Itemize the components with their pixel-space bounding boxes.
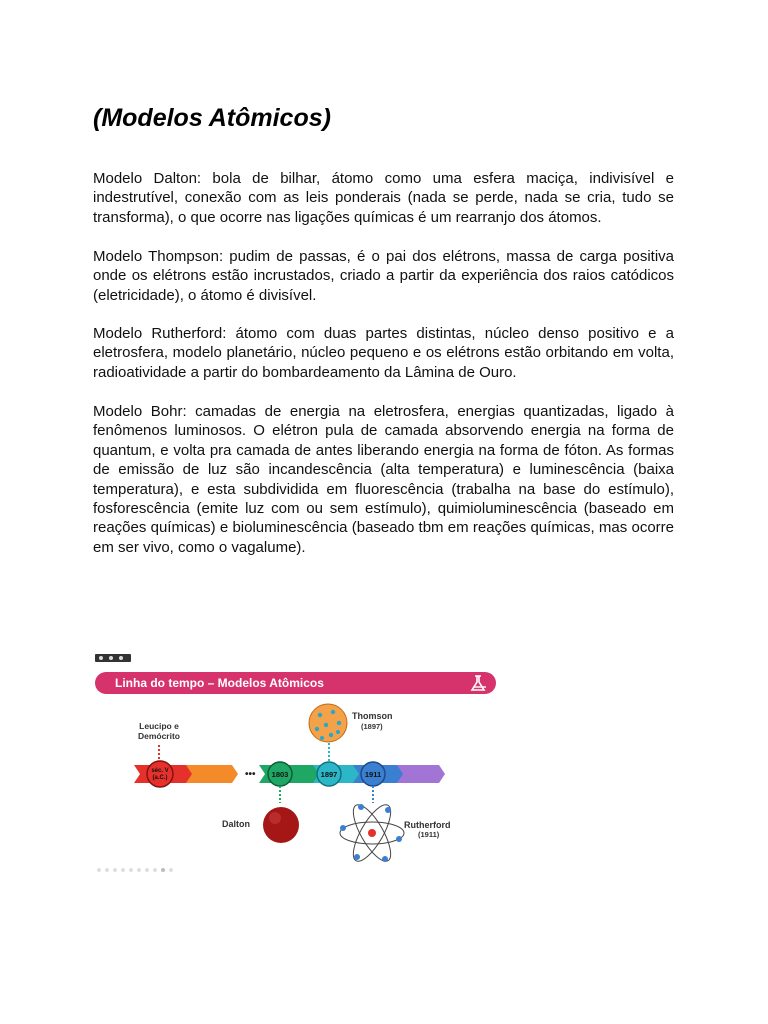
paragraph-dalton: Modelo Dalton: bola de bilhar, átomo como uma esfera maciça, indivisível e indestrutível, conexão com as leis ponderais (nada se perde, nada se cria, tudo se transforma), o que ocorre nas ligações químicas é um rearranjo dos átomos.	[93, 170, 674, 226]
node-leucipo	[147, 761, 173, 787]
dalton-name: Dalton	[222, 819, 250, 829]
thomson-name: Thomson	[352, 711, 393, 721]
leucipo-label-line2: Demócrito	[137, 731, 181, 741]
node-1911-label: 1911	[364, 770, 382, 779]
media-controls[interactable]	[95, 654, 131, 662]
document-title: (Modelos Atômicos)	[93, 104, 331, 132]
leucipo-label-line1: Leucipo e	[139, 721, 179, 731]
timeline-ellipsis: •••	[245, 769, 256, 780]
node-1803-label: 1803	[271, 770, 289, 779]
timeline-figure	[93, 652, 507, 874]
node-leucipo-label-2: (a.C.)	[152, 775, 168, 781]
rutherford-year: (1911)	[418, 830, 440, 839]
slide-pagination[interactable]	[97, 868, 173, 872]
paragraph-rutherford: Modelo Rutherford: átomo com duas partes distintas, núcleo denso positivo e a eletrosfera, modelo planetário, núcleo pequeno e os elétrons estão orbitando em volta, radioatividade a partir do bombardeamento da Lâmina de Ouro.	[93, 325, 674, 381]
paragraph-thompson: Modelo Thompson: pudim de passas, é o pai dos elétrons, massa de carga positiva onde os elétrons estão incrustados, criado a partir da experiência dos raios catódicos (eletricidade), o átomo é divisível.	[93, 248, 674, 304]
rutherford-atom-icon	[340, 800, 404, 866]
timeline-svg	[93, 652, 507, 874]
dalton-ball-icon	[263, 807, 299, 843]
rutherford-name: Rutherford	[404, 820, 451, 830]
node-1897-label: 1897	[320, 770, 338, 779]
segment-purple	[397, 765, 445, 783]
thomson-atom-icon	[309, 704, 347, 742]
node-leucipo-label-1: séc. V	[151, 768, 169, 774]
paragraph-bohr: Modelo Bohr: camadas de energia na eletrosfera, energias quantizadas, ligado à fenômenos luminosos. O elétron pula de camada absorvendo energia na forma de quantum, e volta pra camada de antes liberando energia na forma de fóton. As formas de emissão de luz são incandescência (alta temperatura) e luminescência (baixa temperatura), e esta subdividida em fluorescência (trabalha na base do estímulo), fosforescência (emite luz com ou sem estímulo), quimioluminescência (baseado em reações químicas) e bioluminescência (baseado tbm em reações químicas, mas ocorre em ser vivo, como o vagalume).	[93, 403, 674, 556]
timeline-header-title: Linha do tempo – Modelos Atômicos	[115, 676, 324, 690]
thomson-year: (1897)	[361, 722, 383, 731]
segment-orange	[186, 765, 238, 783]
